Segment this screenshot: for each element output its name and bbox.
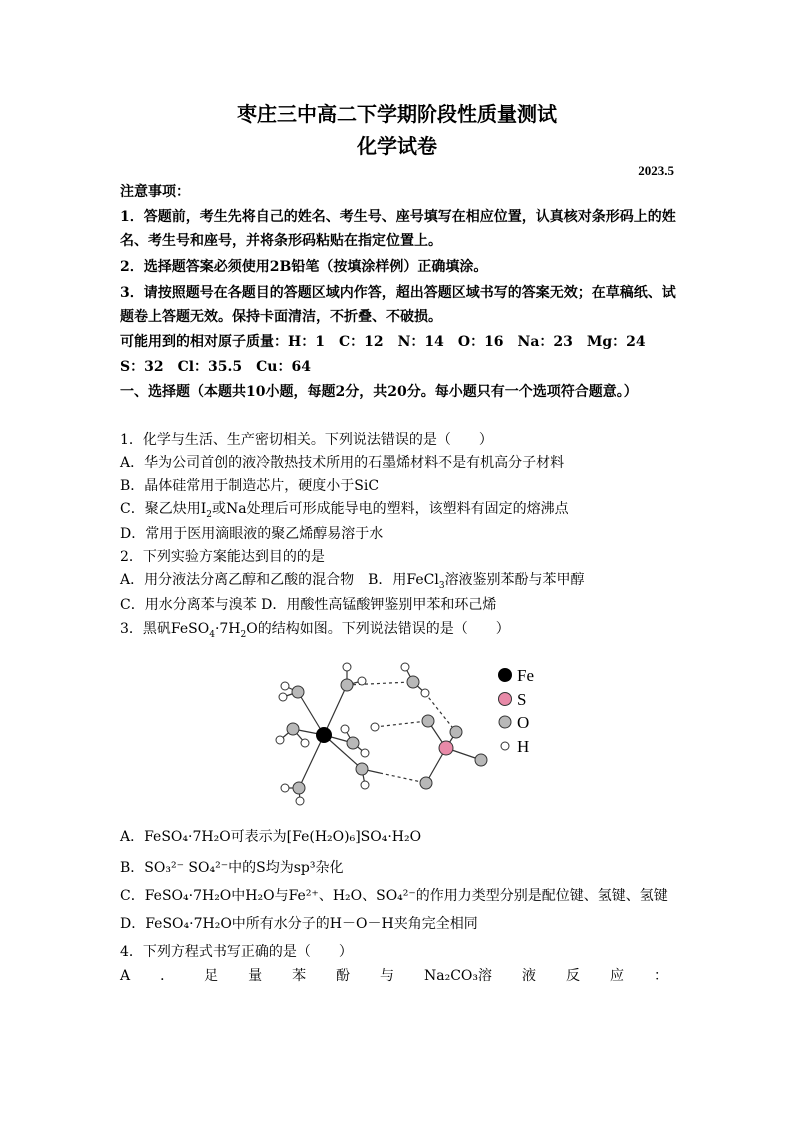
q1-option-b: B．晶体硅常用于制造芯片，硬度小于SiC [120,478,380,494]
legend-h: H [517,737,530,756]
q3-option-d: D．FeSO₄·7H₂O中所有水分子的H－O－H夹角完全相同 [120,916,478,932]
atomic-masses-line-1: 可能用到的相对原子质量：H：1 C：12 N：14 O：16 Na：23 Mg：24 [120,334,646,350]
q3-option-a: A．FeSO₄·7H₂O可表示为[Fe(H₂O)₆]SO₄·H₂O [120,829,422,845]
notice-item-2: 2．选择题答案必须使用2B铅笔（按填涂样例）正确填涂。 [120,259,488,275]
legend-o-marker [499,716,511,728]
q3-option-b: B．SO₃²⁻ SO₄²⁻中的S均为sp³杂化 [120,860,344,876]
q3-option-c: C．FeSO₄·7H₂O中H₂O与Fe²⁺、H₂O、SO₄²⁻的作用力类型分别是配位键、氢键、氢键 [120,888,668,904]
legend-h-marker [501,742,509,750]
legend-fe-marker [498,668,512,682]
q1-stem: 1．化学与生活、生产密切相关。下列说法错误的是（ ） [120,432,493,448]
q4-stem: 4．下列方程式书写正确的是（ ） [120,944,353,960]
q4-option-a: A ． 足 量 苯 酚 与 Na₂CO₃溶 液 反 应 ： [120,968,668,984]
q1-option-d: D．常用于医用滴眼液的聚乙烯醇易溶于水 [120,526,384,542]
legend-s-marker [499,693,512,706]
legend-s: S [517,690,527,709]
q1-option-a: A．华为公司首创的液冷散热技术所用的石墨烯材料不是有机高分子材料 [120,455,565,471]
atomic-masses-line-2: S：32 Cl：35.5 Cu：64 [120,359,311,375]
exam-title: 枣庄三中高二下学期阶段性质量测试 [237,102,557,126]
q2-options-ab: A．用分液法分离乙醇和乙酸的混合物 B．用FeCl$_3$溶液鉴别苯酚与苯甲醇 [120,572,585,591]
notice-item-1: 1．答题前，考生先将自己的姓名、考生号、座号填写在相应位置，认真核对条形码上的姓名、考生号和座号，并将条形码粘贴在指定位置上。 [120,209,676,249]
q2-options-cd: C．用水分离苯与溴苯 D．用酸性高锰酸钾鉴别甲苯和环己烯 [120,597,497,613]
notice-item-3: 3．请按照题号在各题目的答题区域内作答，超出答题区域书写的答案无效；在草稿纸、试题卷上答题无效。保持卡面清洁，不折叠、不破损。 [120,285,676,325]
q2-stem: 2．下列实验方案能达到目的的是 [120,549,325,565]
exam-date: 2023.5 [638,163,674,178]
notice-heading: 注意事项： [120,184,190,200]
exam-subtitle: 化学试卷 [357,134,437,158]
section-heading: 一、选择题（本题共10小题，每题2分，共20分。每小题只有一个选项符合题意。） [120,384,638,400]
q1-option-c: C．聚乙炔用$I_2$或Na处理后可形成能导电的塑料，该塑料有固定的熔沸点 [120,501,569,520]
q3-stem: 3．黑矾$FeSO_4\cdot 7H_2O$的结构如图。下列说法错误的是（ ） [120,621,510,640]
legend-o: O [517,713,530,732]
legend-fe: Fe [517,666,534,685]
ferrous-sulfate-structure-figure [255,655,555,815]
